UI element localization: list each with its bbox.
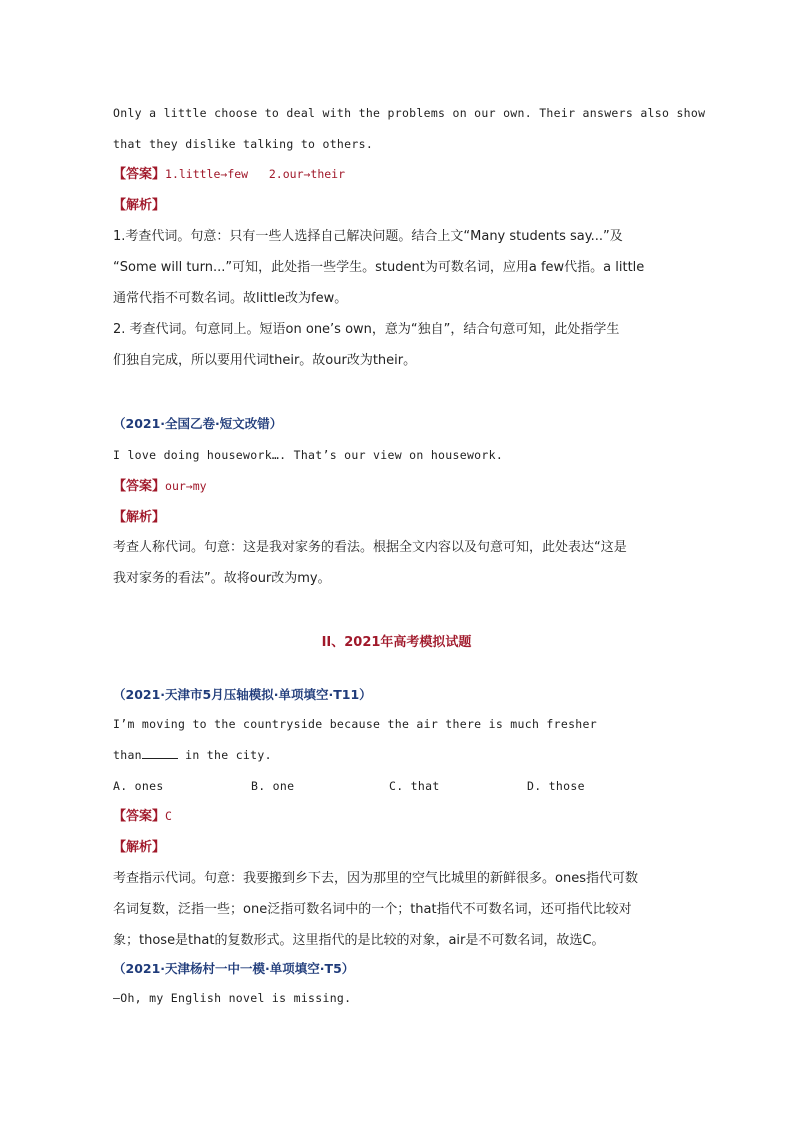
option-b: B. one [251,779,295,793]
options-row [113,776,693,796]
analysis-line: 考查人称代词。句意：这是我对家务的看法。根据全文内容以及句意可知，此处表达“这是 [113,540,627,555]
passage-line-1: Only a little choose to deal with the problems on our own. Their answers also show [113,106,706,120]
answer-row-3 [113,806,693,827]
analysis-line: 2. 考查代词。句意同上。短语on one’s own，意为“独自”，结合句意可知，此处指学生 [113,322,620,337]
section-title: II、2021年高考模拟试题 [321,635,472,650]
question-line-2: than in the city. [113,748,272,762]
analysis-label-3: 【解析】 [113,840,166,855]
analysis-label-1: 【解析】 [113,198,166,213]
option-d: D. those [527,779,585,793]
answer-label: 【答案】 [113,167,166,182]
analysis-line: 我对家务的看法”。故将our改为my。 [113,571,331,586]
answer-value: 1.little→few 2.our→their [165,167,346,181]
analysis-line: “Some will turn...”可知，此处指一些学生。student为可数名词，应用a few代指。a little [113,260,645,275]
analysis-line: 通常代指不可数名词。故little改为few。 [113,291,348,306]
question-source: （2021·全国乙卷·短文改错） [113,416,283,431]
option-c: C. that [389,779,440,793]
answer-label: 【答案】 [113,479,166,494]
passage-line-2: that they dislike talking to others. [113,137,374,151]
question-line-1: —Oh, my English novel is missing. [113,991,352,1005]
answer-label: 【答案】 [113,809,166,824]
analysis-line: 名词复数，泛指一些；one泛指可数名词中的一个；that指代不可数名词，还可指代比较对 [113,902,632,917]
passage-line: I love doing housework…. That’s our view on housework. [113,448,504,462]
question-source: （2021·天津杨村一中一模·单项填空·T5） [113,961,355,976]
option-a: A. ones [113,779,164,793]
answer-blank [142,746,178,759]
analysis-line: 象；those是that的复数形式。这里指代的是比较的对象，air是不可数名词，故选C。 [113,933,605,948]
analysis-line: 1.考查代词。句意：只有一些人选择自己解决问题。结合上文“Many students say...”及 [113,229,623,244]
analysis-line: 考查指示代词。句意：我要搬到乡下去，因为那里的空气比城里的新鲜很多。ones指代可数 [113,871,638,886]
question-source: （2021·天津市5月压轴模拟·单项填空·T11） [113,687,372,702]
answer-row-2 [113,476,693,497]
answer-value: C [165,809,172,823]
analysis-line: 们独自完成，所以要用代词their。故our改为their。 [113,353,417,368]
question-line-1: I’m moving to the countryside because the air there is much fresher [113,717,597,731]
answer-row-1 [113,164,693,185]
answer-value: our→my [165,479,207,493]
analysis-label-2: 【解析】 [113,510,166,525]
